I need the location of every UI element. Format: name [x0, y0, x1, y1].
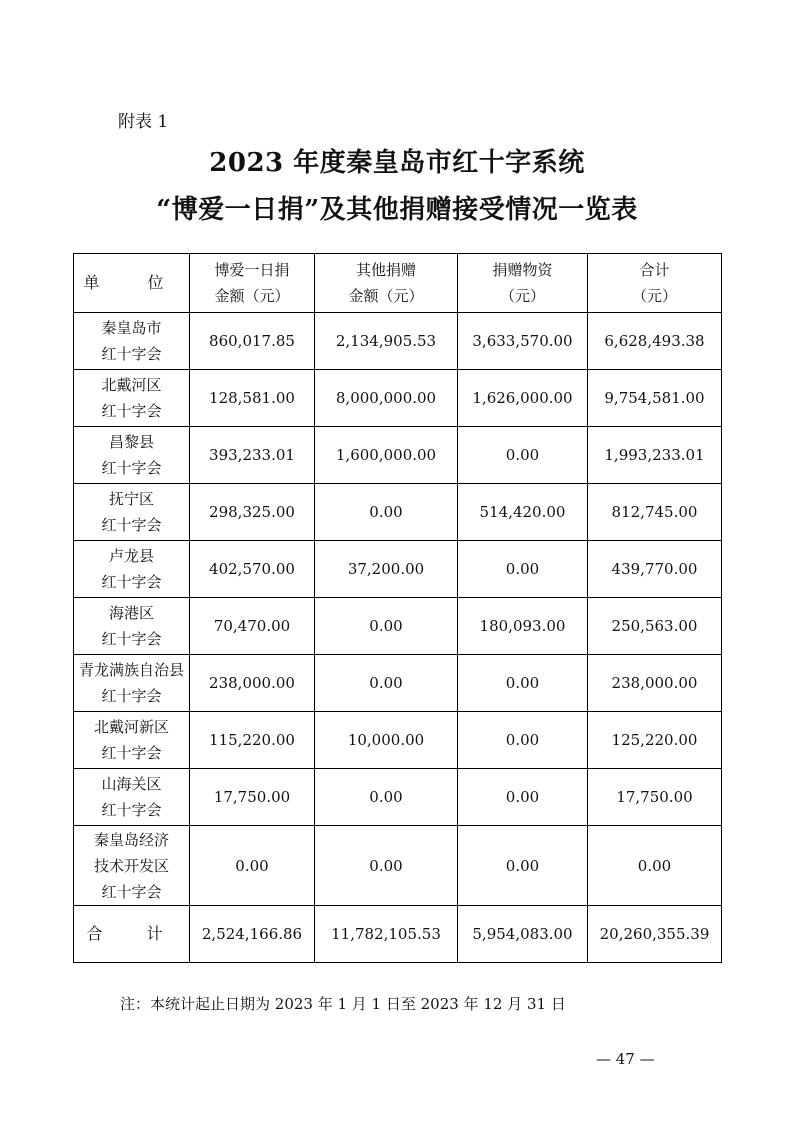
value-cell: 812,745.00 — [588, 484, 722, 541]
total-row — [74, 906, 722, 963]
unit-cell: 秦皇岛市 红十字会 — [74, 313, 190, 370]
table-row — [74, 484, 722, 541]
value-cell: 439,770.00 — [588, 541, 722, 598]
table-row — [74, 427, 722, 484]
value-cell: 1,626,000.00 — [458, 370, 588, 427]
unit-cell: 海港区 红十字会 — [74, 598, 190, 655]
value-cell: 70,470.00 — [190, 598, 315, 655]
appendix-label: 附表 1 — [118, 112, 169, 132]
value-cell: 37,200.00 — [315, 541, 458, 598]
footnote: 注：本统计起止日期为 2023 年 1 月 1 日至 2023 年 12 月 31 日 — [120, 995, 566, 1013]
donation-table — [73, 253, 722, 963]
table-row — [74, 313, 722, 370]
value-cell: 238,000.00 — [190, 655, 315, 712]
table-row — [74, 826, 722, 906]
value-cell: 8,000,000.00 — [315, 370, 458, 427]
unit-cell: 抚宁区 红十字会 — [74, 484, 190, 541]
value-cell: 6,628,493.38 — [588, 313, 722, 370]
total-value-cell: 5,954,083.00 — [458, 906, 588, 963]
value-cell: 0.00 — [458, 826, 588, 906]
value-cell: 17,750.00 — [190, 769, 315, 826]
value-cell: 125,220.00 — [588, 712, 722, 769]
unit-cell: 卢龙县 红十字会 — [74, 541, 190, 598]
value-cell: 0.00 — [315, 826, 458, 906]
header-daily-donation: 博爱一日捐 金额（元） — [190, 254, 315, 313]
value-cell: 1,993,233.01 — [588, 427, 722, 484]
total-value-cell: 20,260,355.39 — [588, 906, 722, 963]
page-number: — 47 — — [596, 1050, 655, 1068]
header-unit: 单 位 — [74, 254, 190, 313]
header-material-donation: 捐赠物资 （元） — [458, 254, 588, 313]
table-row — [74, 769, 722, 826]
unit-cell: 青龙满族自治县 红十字会 — [74, 655, 190, 712]
value-cell: 0.00 — [458, 541, 588, 598]
value-cell: 17,750.00 — [588, 769, 722, 826]
value-cell: 0.00 — [588, 826, 722, 906]
value-cell: 393,233.01 — [190, 427, 315, 484]
header-total: 合计 （元） — [588, 254, 722, 313]
value-cell: 0.00 — [315, 655, 458, 712]
total-label: 合 计 — [74, 906, 190, 963]
unit-cell: 秦皇岛经济 技术开发区 红十字会 — [74, 826, 190, 906]
value-cell: 10,000.00 — [315, 712, 458, 769]
value-cell: 115,220.00 — [190, 712, 315, 769]
value-cell: 0.00 — [458, 427, 588, 484]
unit-cell: 昌黎县 红十字会 — [74, 427, 190, 484]
title-line-1: 2023 年度秦皇岛市红十字系统 — [209, 148, 585, 178]
table-row — [74, 370, 722, 427]
unit-cell: 山海关区 红十字会 — [74, 769, 190, 826]
table-row — [74, 541, 722, 598]
value-cell: 250,563.00 — [588, 598, 722, 655]
value-cell: 3,633,570.00 — [458, 313, 588, 370]
unit-cell: 北戴河新区 红十字会 — [74, 712, 190, 769]
value-cell: 0.00 — [190, 826, 315, 906]
value-cell: 0.00 — [458, 655, 588, 712]
value-cell: 238,000.00 — [588, 655, 722, 712]
value-cell: 0.00 — [315, 484, 458, 541]
value-cell: 9,754,581.00 — [588, 370, 722, 427]
table-row — [74, 598, 722, 655]
value-cell: 0.00 — [458, 712, 588, 769]
header-row — [74, 254, 722, 313]
value-cell: 860,017.85 — [190, 313, 315, 370]
value-cell: 0.00 — [315, 769, 458, 826]
total-value-cell: 11,782,105.53 — [315, 906, 458, 963]
value-cell: 0.00 — [315, 598, 458, 655]
title-line-2: “博爱一日捐”及其他捐赠接受情况一览表 — [156, 195, 638, 225]
unit-cell: 北戴河区 红十字会 — [74, 370, 190, 427]
value-cell: 2,134,905.53 — [315, 313, 458, 370]
value-cell: 180,093.00 — [458, 598, 588, 655]
value-cell: 0.00 — [458, 769, 588, 826]
total-value-cell: 2,524,166.86 — [190, 906, 315, 963]
header-other-donation: 其他捐赠 金额（元） — [315, 254, 458, 313]
value-cell: 514,420.00 — [458, 484, 588, 541]
value-cell: 402,570.00 — [190, 541, 315, 598]
table-row — [74, 655, 722, 712]
value-cell: 298,325.00 — [190, 484, 315, 541]
value-cell: 128,581.00 — [190, 370, 315, 427]
table-row — [74, 712, 722, 769]
value-cell: 1,600,000.00 — [315, 427, 458, 484]
